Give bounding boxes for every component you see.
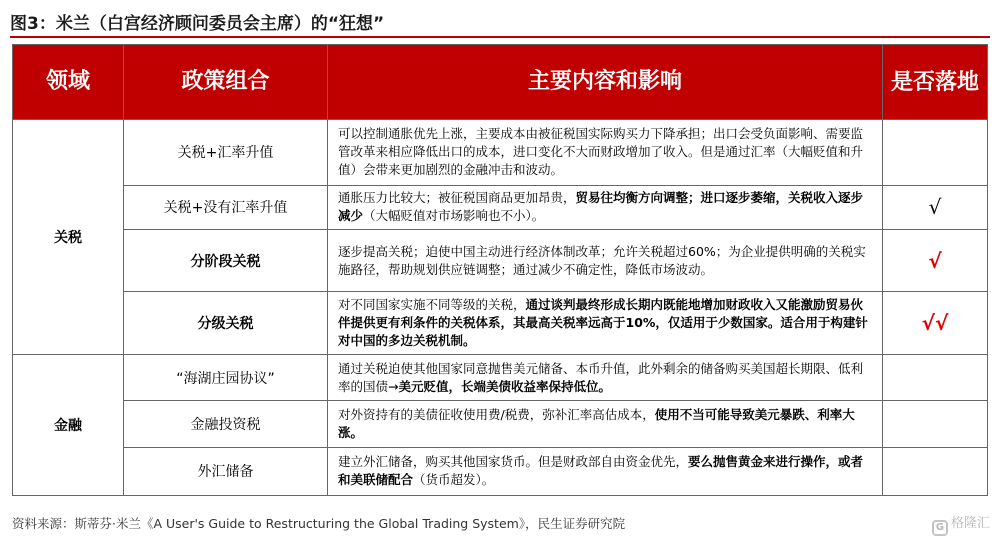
content-emphasis: 贸易往均衡方向调整；进口逐步萎缩，关税收入逐步减少 — [338, 190, 864, 224]
area-tariff: 关税 — [13, 120, 124, 355]
content-text: 建立外汇储备，购买其他国家货币。但是财政部自由资金优先， — [338, 454, 689, 470]
implemented-mark — [883, 354, 988, 400]
table-row — [13, 401, 988, 447]
policy-name: “海湖庄园协议” — [124, 354, 328, 400]
table-row — [13, 292, 988, 354]
gelonghui-logo-icon: G — [932, 520, 948, 536]
table-row — [13, 185, 988, 229]
header-area: 领域 — [13, 45, 124, 120]
content-emphasis: 美元贬值，长端美债收益率保持低位。 — [398, 378, 611, 394]
implemented-mark — [883, 401, 988, 447]
policy-content — [328, 354, 883, 400]
content-text: 对外资持有的美债征收使用费/税费，弥补汇率高估成本， — [338, 406, 655, 422]
content-emphasis: 通过谈判最终形成长期内既能地增加财政收入又能激励贸易伙伴提供更有利条件的关税体系，其最高关税率远高于10%，仅适用于少数国家。适合用于构建针对中国的多边关税机制。 — [338, 297, 868, 349]
content-text: 通胀压力比较大；被征税国商品更加昂贵， — [338, 190, 576, 206]
figure-title: 图3：米兰（白宫经济顾问委员会主席）的“狂想” — [10, 10, 990, 38]
content-emphasis: 要么抛售黄金来进行操作，或者和美联储配合 — [338, 454, 864, 488]
policy-name: 关税+没有汇率升值 — [124, 185, 328, 229]
table-row — [13, 447, 988, 495]
header-policy: 政策组合 — [124, 45, 328, 120]
implemented-mark: √ — [883, 185, 988, 229]
content-text: 可以控制通胀优先上涨，主要成本由被征税国实际购买力下降承担；出口会受负面影响、需要监管改革来相应降低出口的成本，进口变化不大而财政增加了收入。但是通过汇率（大幅贬值和升值）会带来更加剧烈的金融冲击和波动。 — [338, 126, 864, 178]
implemented-mark — [883, 120, 988, 186]
policy-name: 关税+汇率升值 — [124, 120, 328, 186]
policy-name: 分阶段关税 — [124, 229, 328, 291]
header-implemented: 是否落地 — [883, 45, 988, 120]
implemented-mark: √√ — [883, 292, 988, 354]
policy-content — [328, 120, 883, 186]
area-finance: 金融 — [13, 354, 124, 495]
policy-content — [328, 401, 883, 447]
table-row — [13, 229, 988, 291]
content-text: （大幅贬值对市场影响也不小）。 — [363, 208, 545, 224]
policy-content — [328, 447, 883, 495]
content-text: 逐步提高关税；迫使中国主动进行经济体制改革；允许关税超过60%；为企业提供明确的关税实施路径，帮助规划供应链调整；通过减少不确定性，降低市场波动。 — [338, 243, 866, 277]
source-note: 资料来源：斯蒂芬·米兰《A User's Guide to Restructuring the Global Trading System》，民生证券研究院 — [12, 516, 626, 531]
watermark — [932, 513, 990, 535]
policy-content — [328, 229, 883, 291]
policy-name: 外汇储备 — [124, 447, 328, 495]
content-text: （货币超发）。 — [413, 472, 495, 488]
content-text: 通过关税迫使其他国家同意抛售美元储备、本币升值，此外剩余的储备购买美国超长期限、低利率的国债→ — [338, 360, 864, 394]
policy-name: 分级关税 — [124, 292, 328, 354]
implemented-mark — [883, 447, 988, 495]
table-header-row — [13, 45, 988, 120]
policy-content — [328, 185, 883, 229]
policy-content — [328, 292, 883, 354]
header-content: 主要内容和影响 — [328, 45, 883, 120]
table-row — [13, 120, 988, 186]
watermark-text: 格隆汇 — [950, 516, 990, 531]
content-emphasis: 使用不当可能导致美元暴跌、利率大涨。 — [338, 406, 855, 440]
policy-table — [12, 44, 988, 496]
content-text: 对不同国家实施不同等级的关税， — [338, 297, 526, 313]
policy-name: 金融投资税 — [124, 401, 328, 447]
table-row — [13, 354, 988, 400]
implemented-mark: √ — [883, 229, 988, 291]
